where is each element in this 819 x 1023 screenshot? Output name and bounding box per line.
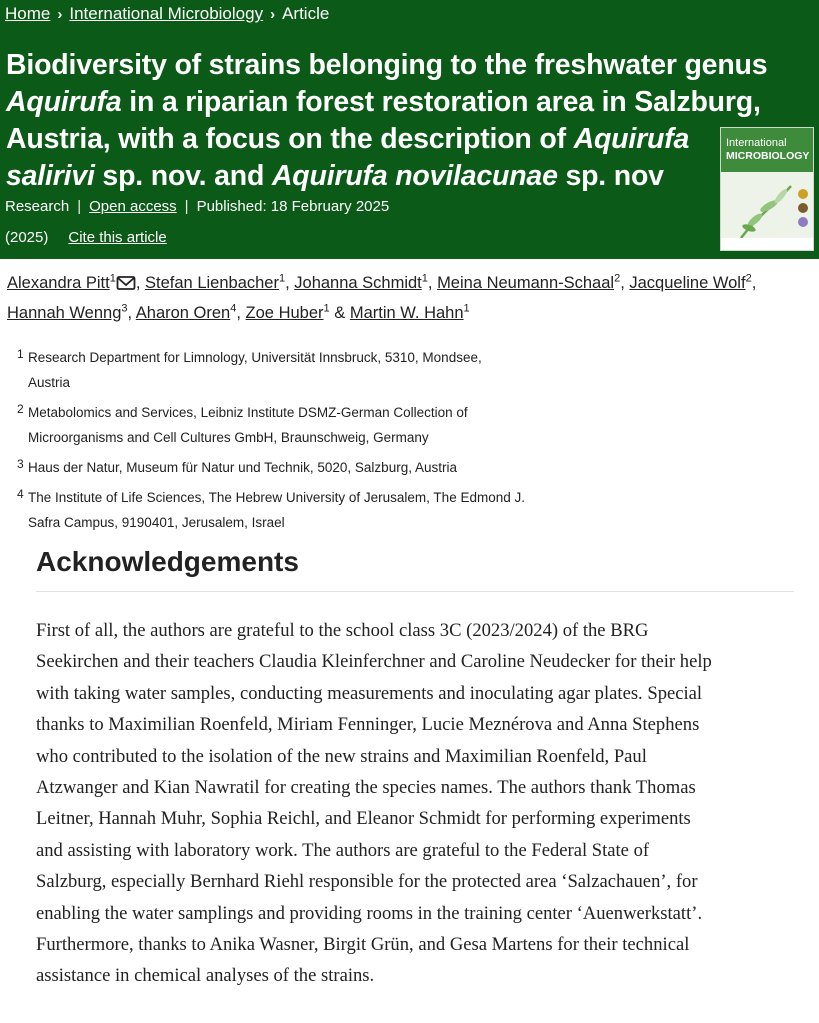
breadcrumb-current: Article — [282, 4, 330, 23]
author-link[interactable]: Stefan Lienbacher — [145, 274, 279, 292]
affiliation-item — [17, 455, 577, 480]
acknowledgements-heading: Acknowledgements — [36, 546, 299, 577]
affiliation-item — [17, 485, 577, 535]
author-link[interactable]: Martin W. Hahn — [349, 304, 464, 322]
ack-line: Furthermore, thanks to Anika Wasner, Birgit Grün, and Gesa Martens for their technical — [36, 934, 690, 956]
author-link[interactable]: Aharon Oren — [135, 304, 231, 322]
affiliation-number: 4 — [17, 487, 24, 501]
journal-cover-image[interactable] — [720, 127, 814, 251]
affiliation-list — [17, 345, 577, 540]
title-line — [6, 121, 818, 158]
affiliation-number: 3 — [17, 457, 24, 471]
open-access-link[interactable]: Open access — [89, 198, 177, 215]
cover-illustration — [721, 128, 814, 251]
acknowledgements-body — [36, 615, 804, 992]
article-meta — [5, 198, 389, 215]
affiliation-item — [17, 345, 577, 395]
affiliation-text — [28, 485, 577, 535]
cover-title-line: International — [726, 137, 787, 149]
affiliation-item — [17, 400, 577, 450]
author-link[interactable]: Jacqueline Wolf — [629, 274, 746, 292]
article-meta-secondary — [5, 229, 167, 246]
ack-line: Salzburg, especially Bernhard Riehl responsible for the protected area ‘Salzachauen’, for — [36, 871, 698, 893]
title-species: salirivi — [6, 160, 95, 192]
author-affiliation-ref: 1 — [421, 272, 428, 285]
affiliation-line: The Institute of Life Sciences, The Hebrew University of Jerusalem, The Edmond J. — [28, 490, 525, 505]
ack-line: who contributed to the isolation of the new strains and Maximilian Roenfeld, Paul — [36, 745, 647, 767]
title-text: in a riparian forest restoration area in Salzburg, — [121, 86, 761, 118]
author-link[interactable]: Alexandra Pitt — [7, 274, 110, 292]
ack-line: Atzwanger and Kian Nawratil for creating the species names. The authors thank Thomas — [36, 777, 696, 799]
section-divider — [36, 591, 794, 592]
breadcrumb — [5, 4, 329, 24]
ack-line: and assisting with laboratory work. The authors are grateful to the Federal State of — [36, 839, 650, 861]
affiliation-text — [28, 345, 577, 395]
author-link[interactable]: Hannah Wenng — [7, 304, 122, 322]
ack-line: Leitner, Hannah Muhr, Sophia Reichl, and Eleanor Schmidt for performing experiments — [36, 808, 691, 830]
affiliation-text — [28, 400, 577, 450]
affiliation-line: Microorganisms and Cell Cultures GmbH, Braunschweig, Germany — [28, 430, 429, 445]
title-text: Biodiversity of strains belonging to the freshwater genus — [6, 49, 768, 81]
title-genus: Aquirufa — [6, 86, 122, 118]
author-affiliation-ref: 3 — [121, 302, 128, 315]
author-link[interactable]: Meina Neumann-Schaal — [437, 274, 615, 292]
ack-line: assistance in chemical analyses of the strains. — [36, 965, 375, 987]
title-species: Aquirufa novilacunae — [271, 160, 558, 192]
ack-line: First of all, the authors are grateful to the school class 3C (2023/2024) of the BRG — [36, 620, 649, 641]
author-link[interactable]: Johanna Schmidt — [294, 274, 422, 292]
author-affiliation-ref: 2 — [614, 272, 621, 285]
breadcrumb-home-link[interactable]: Home — [5, 4, 51, 23]
article-header-banner — [0, 0, 819, 259]
author-affiliation-ref: 1 — [463, 302, 470, 315]
affiliation-text — [28, 455, 577, 480]
author-affiliation-ref: 1 — [278, 272, 286, 285]
cite-article-link[interactable]: Cite this article — [68, 229, 167, 246]
affiliation-number: 2 — [17, 402, 24, 416]
title-text: sp. nov. and — [94, 160, 272, 192]
article-title — [6, 47, 818, 195]
ack-line: enabling the water samplings and providing rooms in the training center ‘Auenwerkstatt’. — [36, 902, 703, 924]
title-line — [6, 84, 818, 121]
chevron-right-icon: › — [270, 5, 276, 23]
affiliation-line: Haus der Natur, Museum für Natur und Technik, 5020, Salzburg, Austria — [28, 460, 457, 475]
author-affiliation-ref: 1 — [109, 272, 116, 285]
meta-separator: | — [77, 198, 82, 215]
published-date: Published: 18 February 2025 — [196, 198, 390, 215]
affiliation-line: Metabolomics and Services, Leibniz Institute DSMZ-German Collection of — [28, 405, 468, 420]
breadcrumb-journal-link[interactable]: International Microbiology — [69, 4, 264, 23]
ack-line: Seekirchen and their teachers Claudia Kleinferchner and Caroline Neudecker for their help — [36, 651, 712, 673]
author-list: Alexandra Pitt$^1$ , Stefan Lienbacher$^1$, Johanna Schmidt$^1$, Meina Neumann-Schaal$^2$, Jacqueline Wolf$^2$, Hannah Wenng$^3$, Aharon Oren$^4$, Zoe Huber$^1$ & Martin W. Hahn$^1$ — [7, 272, 757, 322]
email-icon[interactable] — [116, 275, 136, 291]
meta-separator: | — [184, 198, 189, 215]
title-text: sp. nov — [557, 160, 664, 192]
affiliation-number: 1 — [17, 347, 24, 361]
chevron-right-icon: › — [57, 5, 63, 23]
cover-title-line: MICROBIOLOGY — [726, 150, 810, 162]
title-line — [6, 47, 818, 84]
title-text: Austria, with a focus on the description of — [6, 123, 574, 155]
title-line — [6, 158, 818, 195]
affiliation-line: Research Department for Limnology, Universität Innsbruck, 5310, Mondsee, — [28, 350, 482, 365]
ack-line: with taking water samples, conducting measurements and inoculating agar plates. Special — [36, 682, 703, 704]
cover-footer — [721, 238, 813, 250]
author-affiliation-ref: 1 — [323, 302, 330, 315]
title-genus: Aquirufa — [573, 123, 690, 155]
affiliation-line: Safra Campus, 9190401, Jerusalem, Israel — [28, 515, 285, 530]
author-link[interactable]: Zoe Huber — [245, 304, 324, 322]
article-type: Research — [5, 198, 70, 215]
article-year: (2025) — [5, 229, 49, 246]
ack-line: thanks to Maximilian Roenfeld, Miriam Fenninger, Lucie Meznérova and Anna Stephens — [36, 714, 700, 736]
author-affiliation-ref: 2 — [745, 272, 752, 285]
author-affiliation-ref: 4 — [230, 302, 237, 315]
affiliation-line: Austria — [28, 375, 71, 390]
